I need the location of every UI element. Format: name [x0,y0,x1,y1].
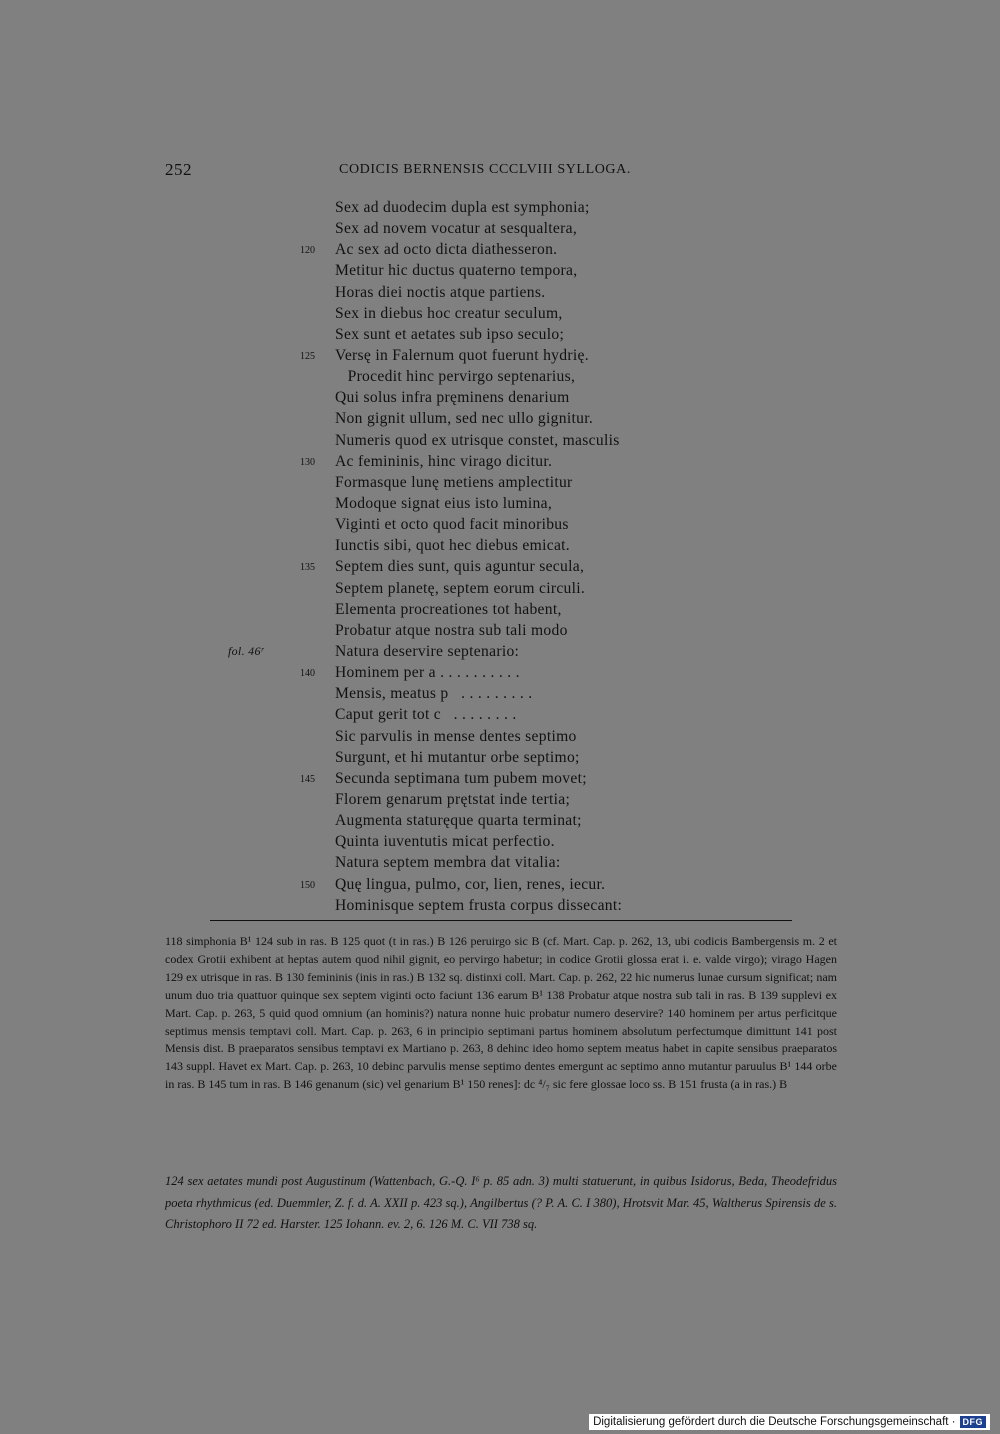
page-title: CODICIS BERNENSIS CCCLVIII SYLLOGA. [339,162,631,177]
verse-text: Natura septem membra dat vitalia: [335,854,561,872]
verse-text: Procedit hinc pervirgo septenarius, [335,368,576,386]
verse-text: Versę in Falernum quot fuerunt hydrię. [335,346,589,364]
verse-text: Septem dies sunt, quis aguntur secula, [335,558,585,576]
verse-text: Ac sex ad octo dicta diathesseron. [335,241,558,259]
verse-text: Qui solus infra pręminens denarium [335,389,570,407]
verse-text: Sex ad duodecim dupla est symphonia; [335,199,590,216]
footer-bar [589,1414,990,1430]
line-number: 120 [300,245,315,257]
verse-line [300,874,622,895]
verse-line [300,451,622,472]
line-number: 140 [300,668,315,680]
verse-text: Sex in diebus hoc creatur seculum, [335,304,563,322]
verse-text: Florem genarum prętstat inde tertia; [335,790,571,808]
folio-marker: fol. 46ʳ [228,643,264,658]
verse-line [335,747,622,768]
verse-line [335,514,622,535]
verse-text: Septem planetę, septem eorum circuli. [335,579,586,597]
verse-text: Sex ad novem vocatur at sesqualtera, [335,220,578,238]
verse-line [335,599,622,620]
verse-line [335,895,622,916]
verse-text: Iunctis sibi, quot hec diebus emicat. [335,537,570,555]
verse-text: Sic parvulis in mense dentes septimo [335,727,577,745]
verse-text: Metitur hic ductus quaterno tempora, [335,262,578,280]
verse-line [300,662,622,683]
verse-line [335,704,622,725]
verse-line [335,535,622,556]
verse-line [335,408,622,429]
verse-text: Ac femininis, hinc virago dicitur. [335,452,553,470]
verse-line [228,641,622,662]
page-number: 252 [165,160,192,179]
verse-line [335,430,622,451]
verse-text: Viginti et octo quod facit minoribus [335,516,569,534]
verse-text: Secunda septimana tum pubem movet; [335,769,587,787]
line-number: 135 [300,562,315,574]
sources-text: 124 sex aetates mundi post Augustinum (Wattenbach, G.-Q. I⁶ p. 85 adn. 3) multi statuerunt, in quibus Isidorus, Beda, Theodefridus poeta rhythmicus (ed. Duemmler, Z. f. d. A. XXII p. 423 sq.), Angilbertus (? P. A. C. I 380), Hrotsvit Mar. 45, Waltherus Spirensis de s. Christophoro II 72 ed. Harster. 125 Iohann. ev. 2, 6. 126 M. C. VII 738 sq. [165,1174,837,1232]
verse-line [335,366,622,387]
verse-line [335,472,622,493]
verse-text: Probatur atque nostra sub tali modo [335,621,568,639]
verse-line [335,726,622,747]
verse-line [335,620,622,641]
verse-text: Mensis, meatus p . . . . . . . . . [335,685,533,703]
source-notes [165,1171,837,1236]
verse-line [300,768,622,789]
footnote-rule [210,920,792,921]
verse-text: Surgunt, et hi mutantur orbe septimo; [335,748,580,766]
verse-text: Natura deservire septenario: [335,642,520,660]
verse-text: Formasque lunę metiens amplectitur [335,473,573,491]
verse-line [335,493,622,514]
verse-line [300,345,622,366]
dfg-logo: DFG [960,1416,987,1428]
verse-line [335,810,622,831]
verse-line [335,282,622,303]
footer-credit: Digitalisierung gefördert durch die Deutsche Forschungsgemeinschaft · [593,1416,956,1428]
poem-block [228,197,623,916]
verse-line [335,578,622,599]
verse-text: Hominem per a . . . . . . . . . . [335,664,520,682]
verse-line [335,683,622,704]
line-number: 145 [300,773,315,785]
verse-line [335,218,622,239]
line-number: 150 [300,879,315,891]
verse-text: Sex sunt et aetates sub ipso seculo; [335,325,565,343]
line-number: 125 [300,350,315,362]
verse-text: Horas diei noctis atque partiens. [335,283,546,301]
verse-line [335,852,622,873]
critical-apparatus [165,933,837,1094]
apparatus-text: 118 simphonia B¹ 124 sub in ras. B 125 quot (t in ras.) B 126 peruirgo sic B (cf. Mart. Cap. p. 262, 13, ubi codicis Bambergensis m. 2 et codex Grotii exhibent at heptas autem quod nihil gignit, eo pervirgo habetur; in codice Grotii glossa erat i. e. valde virgo); virago Hagen 129 ex utrisque in ras. B 130 femininis (inis in ras.) B 132 sq. distinxi coll. Mart. Cap. p. 262, 22 hic numerus lunae cursum significat; nam unum duo tria quattuor quinque sex septem viginti octo faciunt 136 earum B¹ 138 Probatur atque nostra sub tali in ras. B 139 supplevi ex Mart. Cap. p. 263, 5 quid quod omnium (an hominis?) natura nonne huic probatur numero deservire? 140 hominem per artus perficitque septimus mensis temptavi coll. Mart. Cap. p. 263, 6 in principio septimani partus hominem absolutum perfectumque dimittunt 141 post Mensis dist. B praeparatos sensibus temptavi ex Martiano p. 263, 8 dehinc ideo homo septem meatus habet in capite sensibus praeparatos 143 suppl. Havet ex Mart. Cap. p. 263, 10 debinc parvulis mense septimo dentes emergunt ac septimo anno mutantur paruulus B¹ 144 orbe in ras. B 145 tum in ras. B 146 genanum (sic) vel genarium B¹ 150 renes]: dc ⁴/₇ sic fere glossae loco ss. B 151 frusta (a in ras.) B [165,934,837,1092]
verse-line [335,387,622,408]
line-number: 130 [300,456,315,468]
verse-text: Augmenta staturęque quarta terminat; [335,812,582,830]
verse-text: Hominisque septem frusta corpus dissecant: [335,896,623,914]
verse-text: Modoque signat eius isto lumina, [335,494,553,512]
verse-text: Quę lingua, pulmo, cor, lien, renes, iecur. [335,875,606,893]
verse-text: Non gignit ullum, sed nec ullo gignitur. [335,410,594,428]
verse-line [335,303,622,324]
verse-line [335,324,622,345]
verse-line [335,789,622,810]
verse-line [335,831,622,852]
verse-line [335,260,622,281]
verse-line [300,556,622,577]
verse-text: Quinta iuventutis micat perfectio. [335,833,555,851]
verse-text: Numeris quod ex utrisque constet, masculis [335,431,620,449]
verse-text: Elementa procreationes tot habent, [335,600,562,618]
verse-line [335,197,622,218]
verse-line [300,239,622,260]
verse-text: Caput gerit tot c . . . . . . . . [335,706,517,724]
